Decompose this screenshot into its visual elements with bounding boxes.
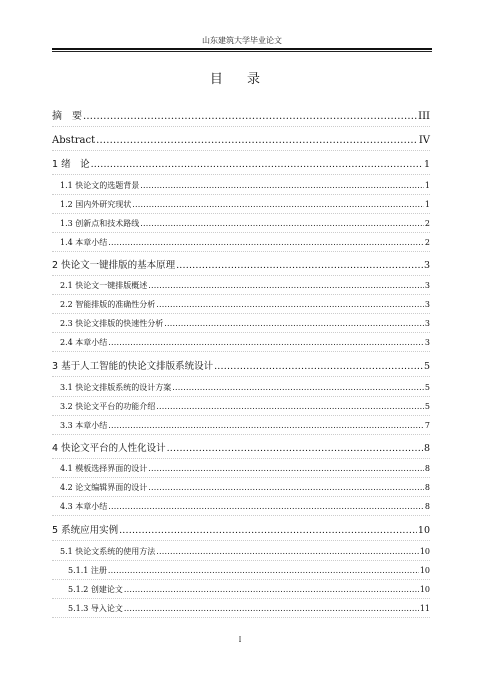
toc-entry-page: 3 [423, 260, 430, 271]
toc-entry-label: 4.2 论文编辑界面的设计 [60, 483, 148, 492]
row-divider [52, 213, 430, 214]
dot-leader [108, 337, 424, 349]
toc-entry-label: 3.1 快论文排版系统的设计方案 [60, 383, 172, 392]
toc-entry-page: 5 [423, 361, 430, 372]
dot-leader [176, 259, 423, 273]
toc-entry-label: 2.4 本章小结 [60, 338, 108, 347]
row-divider [52, 515, 430, 516]
toc-entry[interactable] [68, 584, 430, 596]
dot-leader [83, 110, 417, 124]
row-divider [52, 351, 430, 352]
toc-entry[interactable] [60, 463, 430, 475]
toc-entry-page: 5 [424, 402, 430, 411]
toc-entry-label: 2.3 快论文排版的快速性分析 [60, 319, 164, 328]
row-divider [52, 396, 430, 397]
toc-entry-page: 11 [419, 604, 430, 613]
row-divider [52, 458, 430, 459]
row-divider [52, 194, 430, 195]
toc-entry-page: 7 [424, 421, 430, 430]
toc-entry-page: 3 [424, 300, 430, 309]
toc-entry-label: 5.1.2 创建论文 [68, 585, 123, 594]
dot-leader [156, 546, 419, 558]
row-divider [52, 332, 430, 333]
toc-entry[interactable] [60, 218, 430, 230]
toc-entry-page: 10 [419, 566, 430, 575]
toc-entry-label: 1.2 国内外研究现状 [60, 200, 132, 209]
row-divider [52, 560, 430, 561]
toc-entry[interactable] [60, 280, 430, 292]
toc-entry[interactable] [68, 603, 430, 615]
dot-leader [148, 482, 424, 494]
toc-entry[interactable] [60, 482, 430, 494]
toc-entry-label: 5 系统应用实例 [52, 525, 119, 536]
row-divider [52, 617, 430, 618]
row-divider [52, 376, 430, 377]
dot-leader [140, 180, 424, 192]
row-divider [52, 126, 430, 127]
dot-leader [108, 501, 424, 513]
row-divider [52, 477, 430, 478]
row-divider [52, 275, 430, 276]
toc-entry-page: IV [418, 135, 430, 146]
row-divider [52, 598, 430, 599]
toc-entry-page: 1 [424, 181, 430, 190]
toc-entry[interactable] [52, 360, 430, 374]
toc-entry-page: 10 [419, 547, 430, 556]
toc-entry-label: 5.1 快论文系统的使用方法 [60, 547, 156, 556]
toc-entry-label: 3 基于人工智能的快论文排版系统设计 [52, 361, 214, 372]
toc-entry[interactable] [60, 199, 430, 211]
toc-entry-page: 8 [424, 502, 430, 511]
toc-entry[interactable] [60, 501, 430, 513]
toc-entry[interactable] [60, 180, 430, 192]
page-title: 目 录 [209, 72, 271, 87]
toc-entry-label: 3.2 快论文平台的功能介绍 [60, 402, 156, 411]
toc-entry-page: 5 [424, 383, 430, 392]
toc-entry-label: 4.1 模板选择界面的设计 [60, 464, 148, 473]
dot-leader [172, 382, 424, 394]
row-divider [52, 313, 430, 314]
dot-leader [108, 565, 419, 577]
page-number: I [238, 636, 242, 644]
row-divider [52, 174, 430, 175]
dot-leader [156, 401, 424, 413]
row-divider [52, 294, 430, 295]
dot-leader [148, 463, 424, 475]
dot-leader [164, 318, 424, 330]
row-divider [52, 150, 430, 151]
toc-entry-page: 8 [423, 443, 430, 454]
running-header: 山东建筑大学毕业论文 [52, 34, 432, 50]
dot-leader [148, 280, 424, 292]
row-divider [52, 415, 430, 416]
toc-entry-label: 5.1.3 导入论文 [68, 604, 123, 613]
toc-entry-page: 3 [424, 338, 430, 347]
toc-entry-page: 3 [424, 281, 430, 290]
toc-entry-page: 8 [424, 483, 430, 492]
toc-entry-label: 2.2 智能排版的准确性分析 [60, 300, 156, 309]
toc-entry-label: 1.4 本章小结 [60, 238, 108, 247]
toc-entry-label: Abstract [52, 135, 96, 146]
toc-entry-page: 10 [417, 525, 430, 536]
toc-entry-page: 2 [424, 219, 430, 228]
dot-leader [91, 158, 423, 172]
row-divider [52, 232, 430, 233]
toc-entry-page: 1 [423, 159, 430, 170]
toc-entry-label: 3.3 本章小结 [60, 421, 108, 430]
toc-entry-page: III [418, 111, 430, 122]
toc-entry[interactable] [68, 565, 430, 577]
dot-leader [214, 360, 423, 374]
toc-entry-label: 2 快论文一键排版的基本原理 [52, 260, 176, 271]
toc-entry[interactable] [52, 158, 430, 172]
toc-entry[interactable] [52, 442, 430, 456]
toc-entry-page: 3 [424, 319, 430, 328]
dot-leader [167, 442, 423, 456]
dot-leader [124, 603, 419, 615]
toc-entry[interactable] [60, 318, 430, 330]
row-divider [52, 434, 430, 435]
row-divider [52, 540, 430, 541]
dot-leader [124, 584, 419, 596]
toc-entry[interactable] [60, 420, 430, 432]
row-divider [52, 251, 430, 252]
row-divider [52, 496, 430, 497]
dot-leader [108, 420, 424, 432]
toc-entry-label: 摘 要 [52, 111, 82, 122]
toc-entry[interactable] [60, 299, 430, 311]
dot-leader [96, 134, 418, 148]
toc-entry-page: 10 [419, 585, 430, 594]
toc-entry[interactable] [60, 382, 430, 394]
toc-entry[interactable] [52, 134, 430, 148]
dot-leader [119, 524, 417, 538]
toc-entry[interactable] [60, 401, 430, 413]
row-divider [52, 579, 430, 580]
toc-entry-label: 4.3 本章小结 [60, 502, 108, 511]
toc-entry[interactable] [60, 337, 430, 349]
toc-entry-label: 5.1.1 注册 [68, 566, 107, 575]
dot-leader [140, 218, 424, 230]
toc-entry-page: 8 [424, 464, 430, 473]
toc-entry-label: 1.1 快论文的选题背景 [60, 181, 140, 190]
toc-entry-page: 2 [424, 238, 430, 247]
dot-leader [132, 199, 424, 211]
toc-entry[interactable] [60, 237, 430, 249]
toc-entry-label: 1.3 创新点和技术路线 [60, 219, 140, 228]
toc-entry[interactable] [52, 259, 430, 273]
toc-entry[interactable] [52, 524, 430, 538]
toc-entry-label: 4 快论文平台的人性化设计 [52, 443, 166, 454]
dot-leader [108, 237, 424, 249]
toc-entry-page: 1 [424, 200, 430, 209]
toc-entry-label: 2.1 快论文一键排版概述 [60, 281, 148, 290]
toc-entry-label: 1 绪 论 [52, 159, 90, 170]
dot-leader [156, 299, 424, 311]
toc-entry[interactable] [52, 110, 430, 124]
toc-entry[interactable] [60, 546, 430, 558]
